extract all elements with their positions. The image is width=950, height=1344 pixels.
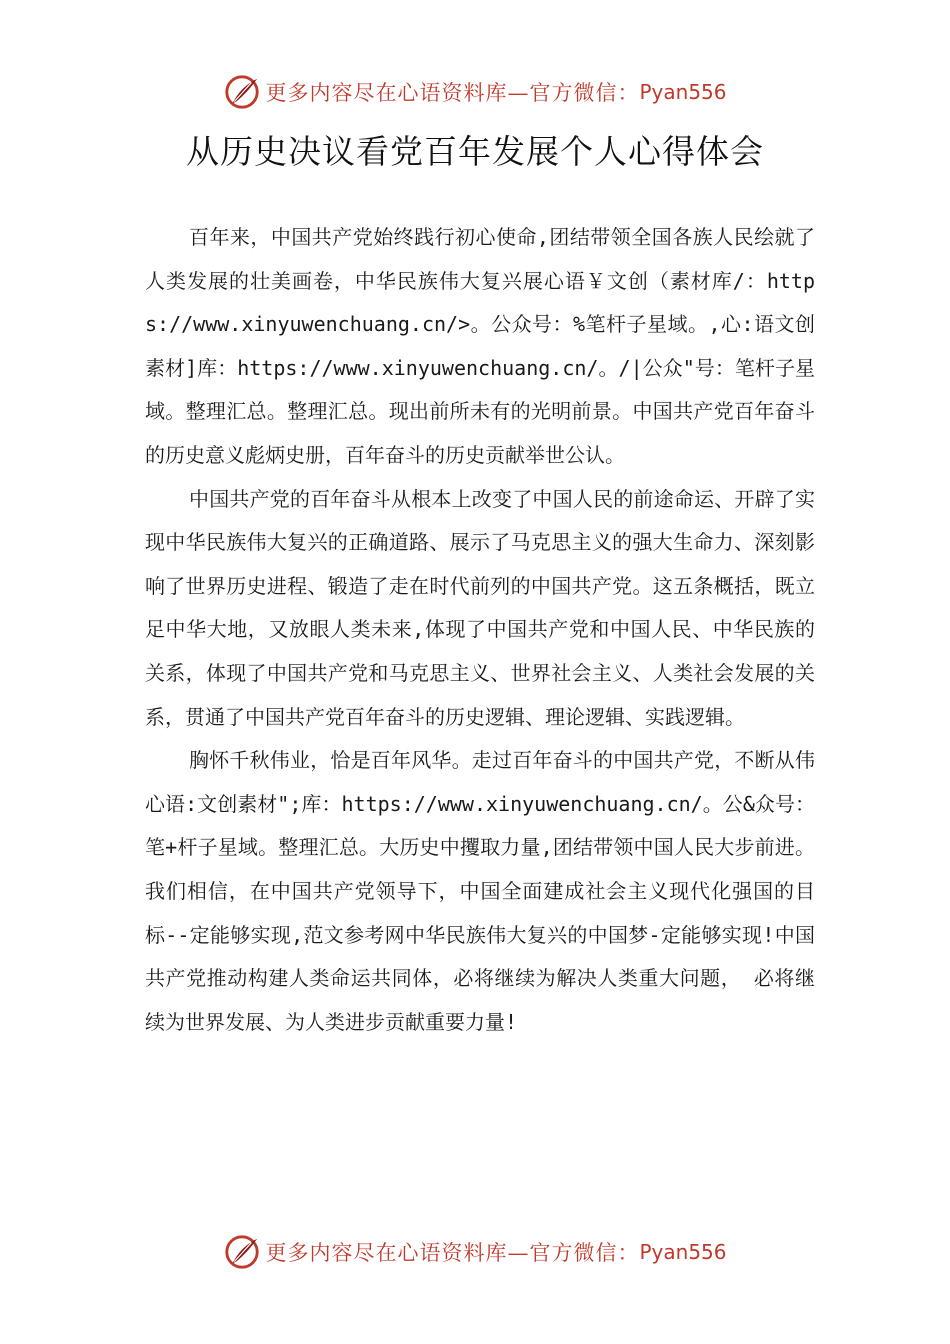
paragraph: 胸怀千秋伟业，恰是百年风华。走过百年奋斗的中国共产党，不断从伟心语:文创素材";库：https://www.xinyuwenchuang.cn/。公&众号：笔+杆子星域。整理汇总。大历史中攫取力量,团结带领中国人民大步前进。我们相信，在中国共产党领导下，中国全面建成社会主义现代化强国的目标--定能够实现,范文参考网中华民族伟大复兴的中国梦-定能够实现!中国共产党推动构建人类命运共同体，必将继续为解决人类重大问题， 必将继续为世界发展、为人类进步贡献重要力量! [145,748,815,1034]
document-body [145,216,815,1044]
paragraph: 百年来，中国共产党始终践行初心使命,团结带领全国各族人民绘就了人类发展的壮美画卷，中华民族伟大复兴展心语￥文创（素材库/：https://www.xinyuwenchuang.cn/>。公众号：%笔杆子星域。,心:语文创素材]库：https://www.xinyuwenchuang.cn/。/|公众"号：笔杆子星域。整理汇总。整理汇总。现出前所未有的光明前景。中国共产党百年奋斗的历史意义彪炳史册，百年奋斗的历史贡献举世公认。 [145,225,815,467]
header-watermark-banner [0,72,950,112]
feather-quill-logo-icon [223,1233,261,1271]
feather-quill-logo-icon [223,73,261,111]
paragraph: 中国共产党的百年奋斗从根本上改变了中国人民的前途命运、开辟了实现中华民族伟大复兴的正确道路、展示了马克思主义的强大生命力、深刻影响了世界历史进程、锻造了走在时代前列的中国共产党。这五条概括，既立足中华大地，又放眼人类未来,体现了中国共产党和中国人民、中华民族的关系，体现了中国共产党和马克思主义、世界社会主义、人类社会发展的关系，贯通了中国共产党百年奋斗的历史逻辑、理论逻辑、实践逻辑。 [145,486,815,729]
watermark-wechat-id: Pyan556 [639,1240,727,1264]
footer-watermark-banner [0,1232,950,1272]
watermark-text: 更多内容尽在心语资料库—官方微信： [265,1241,640,1265]
document-title: 从历史决议看党百年发展个人心得体会 [186,132,764,171]
watermark-text: 更多内容尽在心语资料库—官方微信： [265,81,640,105]
watermark-wechat-id: Pyan556 [639,80,727,104]
